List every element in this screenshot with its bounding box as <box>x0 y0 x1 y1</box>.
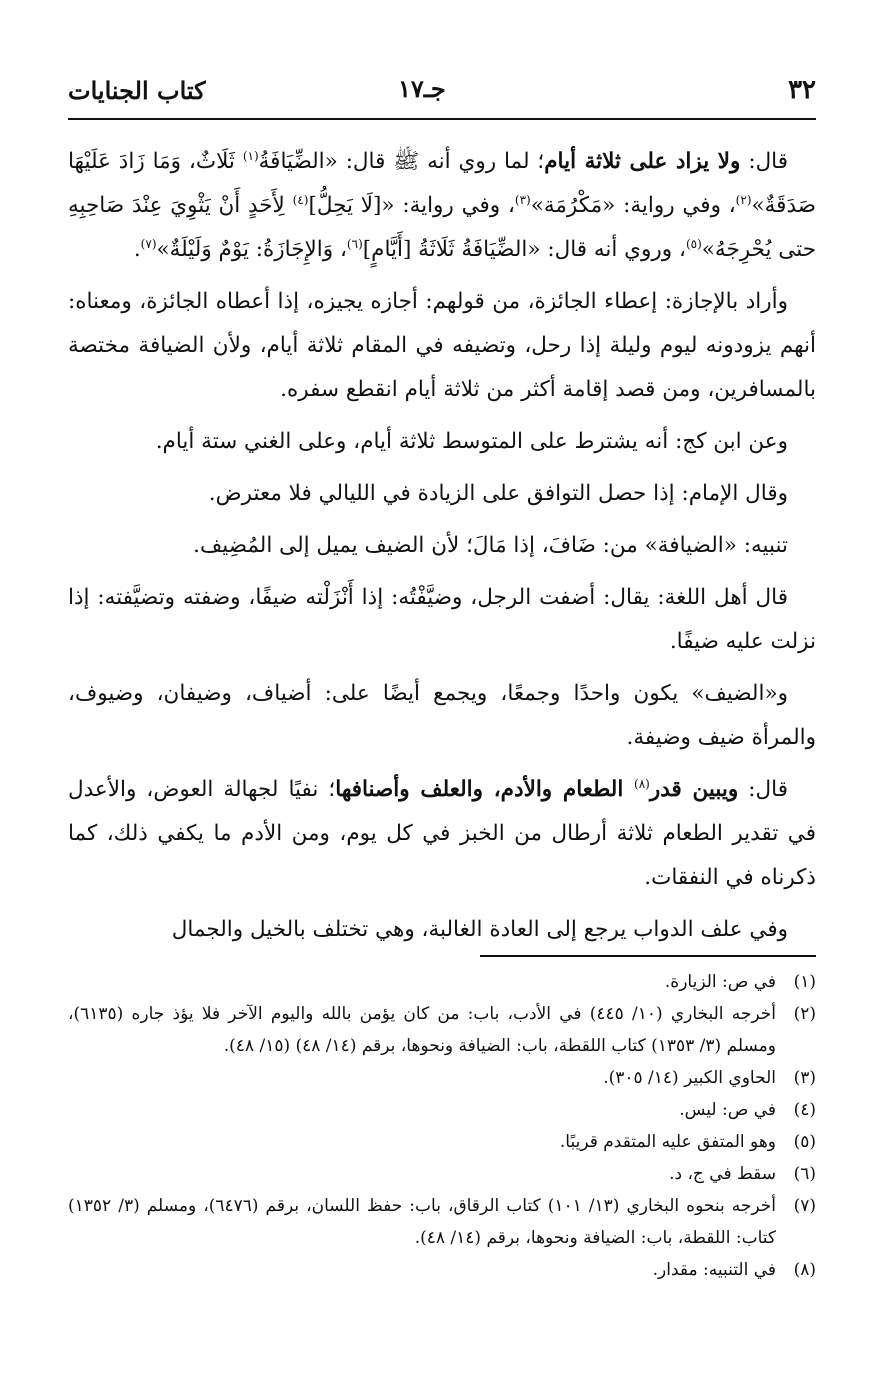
footnote <box>68 1062 816 1094</box>
text-run: . <box>133 237 141 262</box>
text-run: ، وَالإِجَازَةُ: يَوْمٌ وَلَيْلَةٌ» <box>156 237 347 262</box>
footnote-ref: (٥) <box>685 236 702 251</box>
footnote-ref: (٨) <box>634 776 650 791</box>
paragraph-9: وفي علف الدواب يرجع إلى العادة الغالبة، وهي تختلف بالخيل والجمال <box>171 917 788 942</box>
main-text <box>68 140 816 960</box>
text-run: لِأَحَدٍ أَنْ يَثْوِيَ عِنْدَ صَاحِبِهِ حتى يُحْرِجَهُ» <box>68 193 816 262</box>
footnote-number: (٧) <box>793 1196 816 1216</box>
footnote-rule <box>480 955 816 957</box>
paragraph-4: وقال الإمام: إذا حصل التوافق على الزيادة في الليالي فلا معترض. <box>208 481 788 506</box>
text-run: ؛ لما روي أنه ﷺ قال: «الضِّيَافَةُ <box>258 149 545 174</box>
footnote-number: (٣) <box>793 1068 816 1088</box>
footnote <box>68 1158 816 1190</box>
footnote-number: (٥) <box>793 1132 816 1152</box>
paragraph-6: قال أهل اللغة: يقال: أضفت الرجل، وضيَّفْتُه: إذا أَنْزَلْته ضيفًا، وضفته وتضيَّفته: إذا نزلت عليه ضيفًا. <box>68 585 816 654</box>
footnote <box>68 966 816 998</box>
footnote-ref: (٦) <box>346 236 363 251</box>
footnote-text: سقط في ج، د. <box>669 1164 776 1184</box>
footnote-ref: (٧) <box>140 236 157 251</box>
matn-text: الطعام والأدم، والعلف وأصنافها <box>335 777 635 802</box>
footnote-number: (١) <box>793 972 816 992</box>
text-run: ثَلَاثٌ، وَمَا زَادَ عَلَيْهَا صَدَقَةٌ» <box>68 149 816 218</box>
footnote-text: في ص: ليس. <box>679 1100 776 1120</box>
footnote-number: (٨) <box>793 1260 816 1280</box>
text-run: قال: <box>738 777 788 802</box>
footnote-number: (٤) <box>793 1100 816 1120</box>
footnote-ref: (٣) <box>514 192 531 207</box>
text-run: ، وفي رواية: «مَكْرُمَة» <box>530 193 736 218</box>
paragraph-8 <box>68 768 816 900</box>
text-run: ؛ نفيًا لجهالة العوض، والأعدل في تقدير الطعام ثلاثة أرطال من الخبز في كل يوم، ومن الأدم ما يكفي ذلك، كما ذكرناه في النفقات. <box>68 777 816 890</box>
footnote-text: في التنبيه: مقدار. <box>652 1260 776 1280</box>
volume-label: جـ١٧ <box>398 74 446 103</box>
footnote-number: (٦) <box>793 1164 816 1184</box>
header-rule <box>68 118 816 120</box>
footnote-text: أخرجه البخاري (١٠/ ٤٤٥) في الأدب، باب: من كان يؤمن بالله واليوم الآخر فلا يؤذ جاره (٦١٣٥)، ومسلم (٣/ ١٣٥٣) كتاب اللقطة، باب: الضيافة ونحوها، برقم (١٤/ ٤٨) (١٥/ ٤٨). <box>68 1004 776 1056</box>
footnote <box>68 1190 816 1254</box>
footnote-text: الحاوي الكبير (١٤/ ٣٠٥). <box>603 1068 776 1088</box>
footnote-ref: (٢) <box>735 192 752 207</box>
text-run: ، وفي رواية: «[لَا يَحِلُّ] <box>308 193 515 218</box>
footnote <box>68 998 816 1062</box>
footnote-ref: (١) <box>242 148 259 163</box>
footnote <box>68 1126 816 1158</box>
paragraph-2: وأراد بالإجازة: إعطاء الجائزة، من قولهم: أجازه يجيزه، إذا أعطاه الجائزة، ومعناه: أنهم يزودونه ليوم وليلة إذا رحل، وتضيفه في المقام ثلاثة أيام، ولأن الضيافة مختصة بالمسافرين، ومن قصد إقامة أكثر من ثلاثة أيام انقطع سفره. <box>68 289 816 402</box>
paragraph-7: و«الضيف» يكون واحدًا وجمعًا، ويجمع أيضًا على: أضياف، وضيفان، وضيوف، والمرأة ضيف وضيفة. <box>68 681 816 750</box>
page-number: ٣٢ <box>788 75 816 105</box>
footnote-ref: (٤) <box>292 192 309 207</box>
paragraph-1 <box>68 140 816 272</box>
page-header <box>68 70 816 110</box>
footnote <box>68 1094 816 1126</box>
book-title: كتاب الجنايات <box>68 75 206 105</box>
paragraph-3: وعن ابن كج: أنه يشترط على المتوسط ثلاثة أيام، وعلى الغني ستة أيام. <box>155 429 788 454</box>
footnotes <box>68 966 816 1286</box>
footnote-text: في ص: الزيارة. <box>664 972 776 992</box>
footnote <box>68 1254 816 1286</box>
paragraph-5: تنبيه: «الضيافة» من: ضَافَ، إذا مَالَ؛ لأن الضيف يميل إلى المُضِيف. <box>193 533 788 558</box>
matn-text: ويبين قدر <box>649 777 739 802</box>
footnote-text: وهو المتفق عليه المتقدم قريبًا. <box>559 1132 776 1152</box>
footnote-number: (٢) <box>793 1004 816 1024</box>
matn-text: ولا يزاد على ثلاثة أيام <box>544 149 741 174</box>
text-run: قال: <box>740 149 789 174</box>
text-run: ، وروي أنه قال: «الضِّيَافَةُ ثَلَاثَةُ [أَيَّامٍ] <box>362 237 686 262</box>
footnote-text: أخرجه بنحوه البخاري (١٣/ ١٠١) كتاب الرقاق، باب: حفظ اللسان، برقم (٦٤٧٦)، ومسلم (٣/ ١٣٥٢) كتاب: اللقطة، باب: الضيافة ونحوها، برقم (١٤/ ٤٨). <box>68 1196 776 1248</box>
